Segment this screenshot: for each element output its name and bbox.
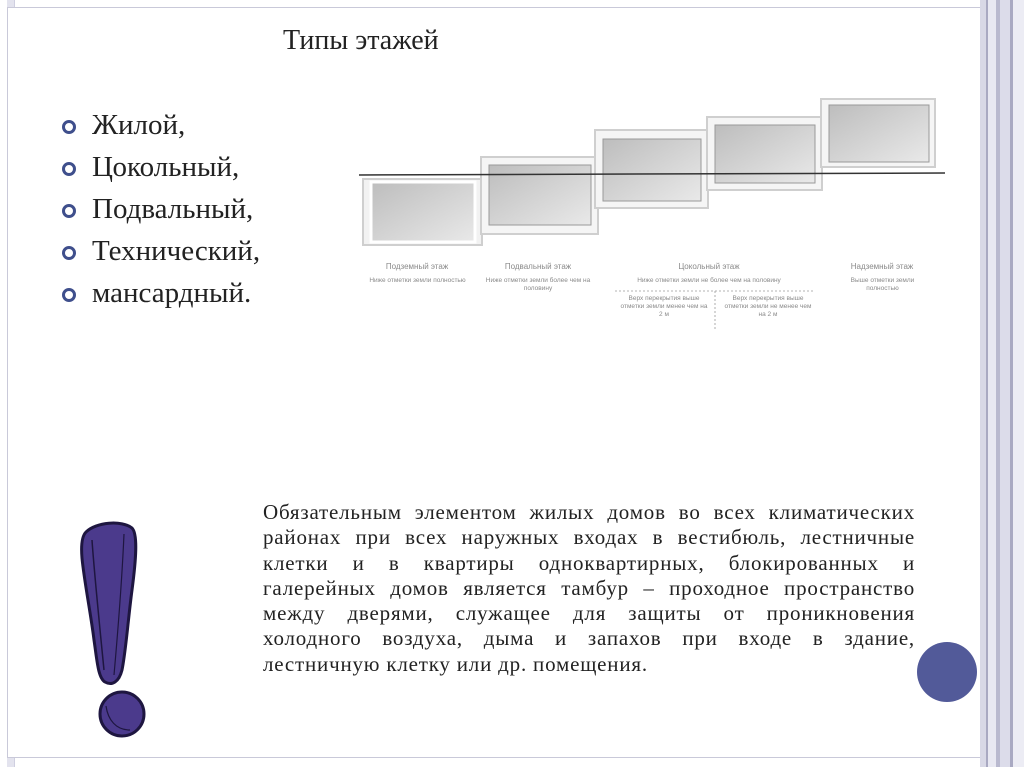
bullet-icon <box>62 204 76 218</box>
note-plinth-right: Верх перекрытия выше отметки земли не менее чем на 2 м <box>724 295 812 318</box>
list-item: Технический, <box>62 230 260 272</box>
floor-types-list <box>62 104 260 314</box>
note-aboveground: Выше отметки земли полностью <box>850 277 915 292</box>
label-basement: Подвальный этаж <box>504 262 572 271</box>
label-underground: Подземный этаж <box>385 262 449 271</box>
bullet-icon <box>62 288 76 302</box>
list-item: Цокольный, <box>62 146 260 188</box>
right-decor-stripe <box>1000 0 1010 767</box>
floor-box-plinth-2 <box>707 117 822 190</box>
note-basement: Ниже отметки земли более чем на половину <box>485 277 591 292</box>
note-plinth: Ниже отметки земли не более чем на половину <box>637 277 781 284</box>
bullet-icon <box>62 162 76 176</box>
slide-title: Типы этажей <box>283 25 439 56</box>
right-decor-stripe <box>988 0 996 767</box>
bullet-icon <box>62 120 76 134</box>
tambour-description: Обязательным элементом жилых домов во всех климатических районах при всех наружных входах в вестибюль, лестничные клетки и в квартиры одноквартирных, блокированных и галерейных домов является тамбур – проходное пространство между дверями, служащее для защиты от проникновения холодного воздуха, дыма и запахов при входе в здание, лестничную клетку или др. помещения. <box>263 500 915 676</box>
note-plinth-left: Верх перекрытия выше отметки земли менее чем на 2 м <box>620 295 708 318</box>
list-item: Подвальный, <box>62 188 260 230</box>
label-plinth: Цокольный этаж <box>678 262 740 271</box>
list-item: Жилой, <box>62 104 260 146</box>
floor-box-underground <box>363 179 482 245</box>
label-aboveground: Надземный этаж <box>850 262 914 271</box>
floor-types-diagram <box>355 95 950 340</box>
list-item: мансардный. <box>62 272 260 314</box>
note-underground: Ниже отметки земли полностью <box>369 277 466 284</box>
floor-box-plinth-1 <box>595 130 708 208</box>
right-decor-stripe <box>1013 0 1024 767</box>
floor-box-basement <box>481 157 598 234</box>
decorative-circle <box>917 642 977 702</box>
floor-box-aboveground <box>821 99 935 167</box>
exclamation-mark-icon <box>72 520 150 745</box>
bullet-icon <box>62 246 76 260</box>
ground-line <box>359 173 945 175</box>
